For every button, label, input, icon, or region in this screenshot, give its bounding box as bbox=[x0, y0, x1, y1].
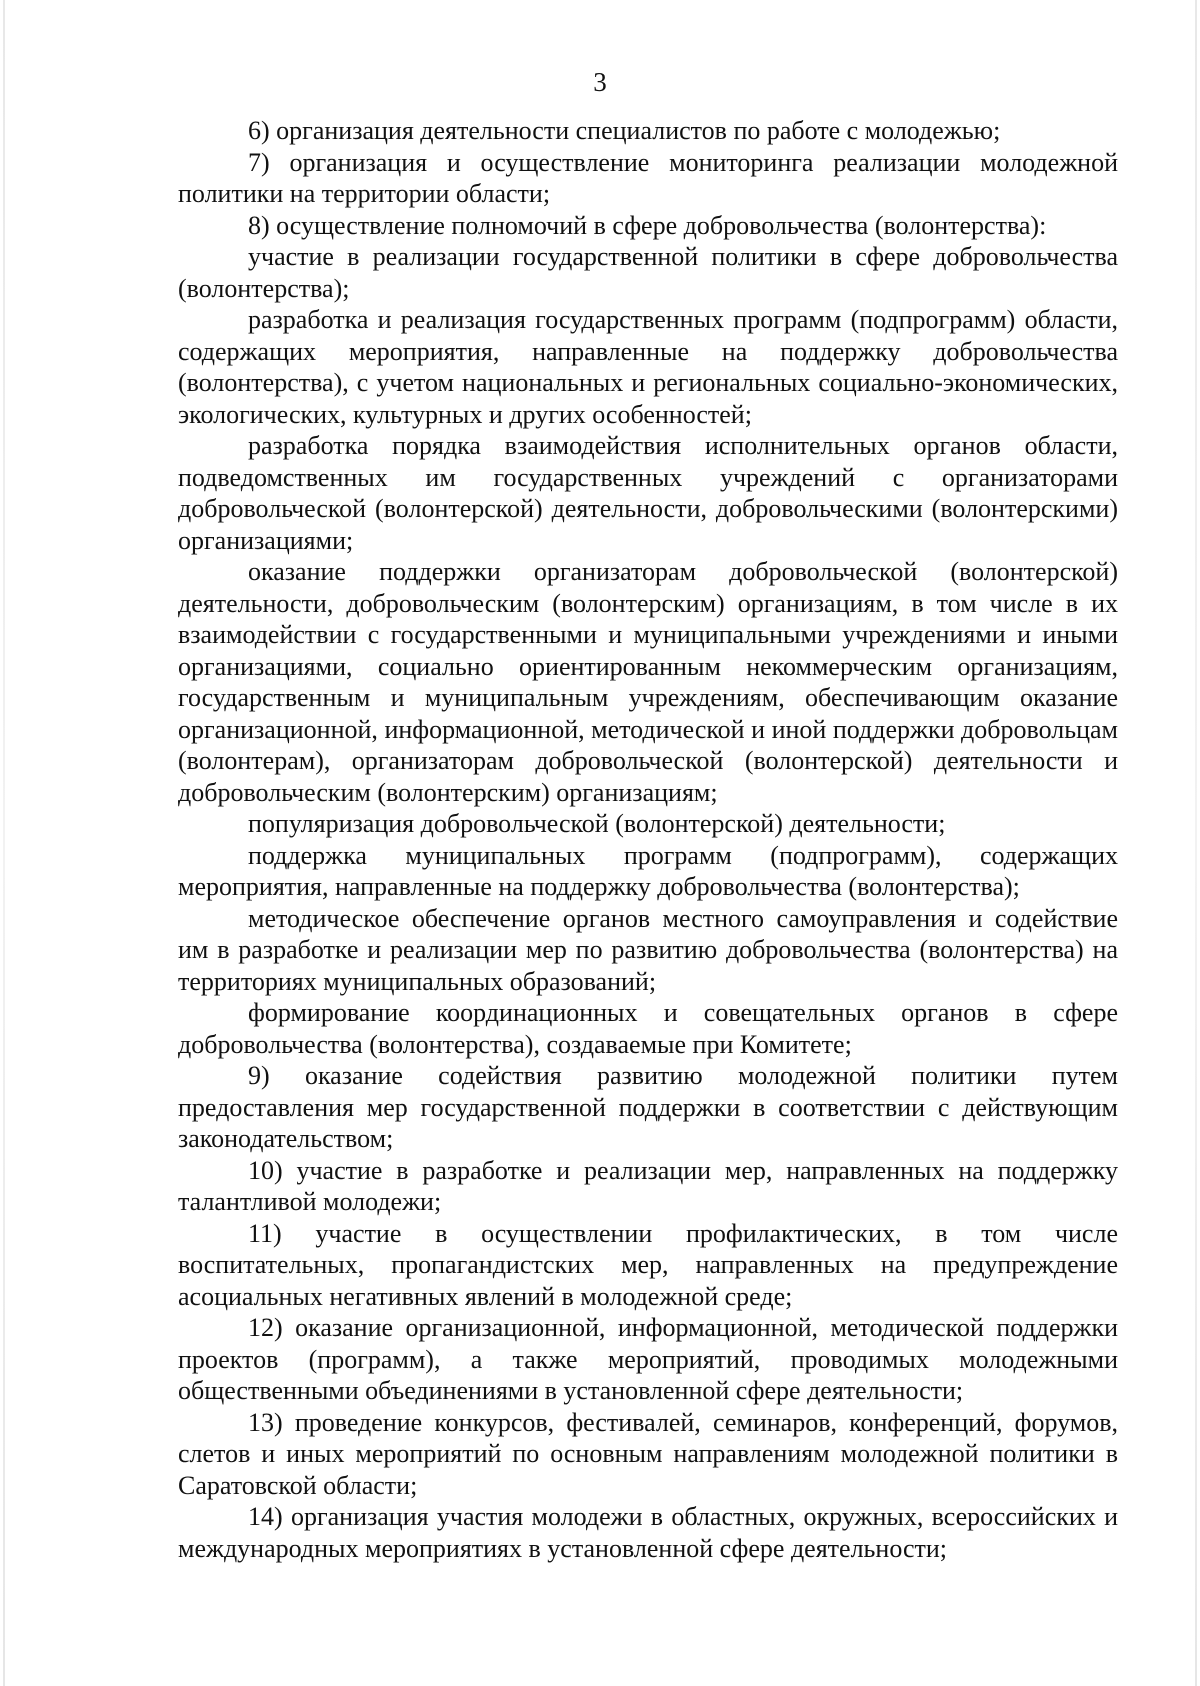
paragraph-methodical-support: методическое обеспечение органов местного самоуправления и содействие им в разработке и реализации мер по развитию добровольчества (волонтерства) на территориях муниципальных образований; bbox=[178, 903, 1118, 996]
paragraph-item-10: 10) участие в разработке и реализации мер, направленных на поддержку талантливой молодежи; bbox=[178, 1155, 1118, 1216]
paragraph-volunteer-popularization: популяризация добровольческой (волонтерской) деятельности; bbox=[248, 809, 946, 838]
paragraph-volunteer-interaction: разработка порядка взаимодействия исполнительных органов области, подведомственных им государственных учреждений с организаторами добровольческой (волонтерской) деятельности, добровольческими (волонтерскими) организациями; bbox=[178, 431, 1118, 555]
page-number: 3 bbox=[593, 67, 607, 97]
paragraph-item-13: 13) проведение конкурсов, фестивалей, семинаров, конференций, форумов, слетов и иных мероприятий по основным направлениям молодежной политики в Саратовской области; bbox=[178, 1407, 1118, 1500]
paragraph-item-12: 12) оказание организационной, информационной, методической поддержки проектов (программ), а также мероприятий, проводимых молодежными общественными объединениями в установленной сфере деятельности; bbox=[178, 1313, 1118, 1405]
paragraph-coordination-bodies: формирование координационных и совещательных органов в сфере добровольчества (волонтерства), создаваемые при Комитете; bbox=[178, 998, 1118, 1059]
scan-edge-left bbox=[3, 0, 5, 1686]
paragraph-municipal-programs: поддержка муниципальных программ (подпрограмм), содержащих мероприятия, направленные на поддержку добровольчества (волонтерства); bbox=[178, 840, 1118, 901]
scan-edge-right bbox=[1195, 0, 1197, 1686]
paragraph-item-14: 14) организация участия молодежи в областных, окружных, всероссийских и международных мероприятиях в установленной сфере деятельности; bbox=[178, 1502, 1118, 1563]
paragraph-item-8: 8) осуществление полномочий в сфере добровольчества (волонтерства): bbox=[248, 210, 1047, 240]
paragraph-volunteer-support: оказание поддержки организаторам добровольческой (волонтерской) деятельности, добровольческим (волонтерским) организациям, в том числе в их взаимодействии с государственными и муниципальными учреждениями и иными организациями, социально ориентированным некоммерческим организациям, государственным и муниципальным учреждениям, обеспечивающим оказание организационной, информационной, методической и иной поддержки добровольцам (волонтерам), организаторам добровольческой (волонтерской) деятельности и добровольческим (волонтерским) организациям; bbox=[178, 557, 1118, 807]
paragraph-item-6: 6) организация деятельности специалистов по работе с молодежью; bbox=[248, 116, 1001, 145]
paragraph-volunteer-programs: разработка и реализация государственных программ (подпрограмм) области, содержащих мероприятия, направленные на поддержку добровольчества (волонтерства), с учетом национальных и региональных социально-экономических, экологических, культурных и других особенностей; bbox=[178, 305, 1118, 429]
paragraph-item-7: 7) организация и осуществление мониторинга реализации молодежной политики на территории области; bbox=[178, 147, 1118, 208]
paragraph-item-9: 9) оказание содействия развитию молодежной политики путем предоставления мер государственной поддержки в соответствии с действующим законодательством; bbox=[178, 1061, 1118, 1153]
paragraph-volunteer-participation: участие в реализации государственной политики в сфере добровольчества (волонтерства); bbox=[178, 242, 1118, 303]
paragraph-item-11: 11) участие в осуществлении профилактических, в том числе воспитательных, пропагандистских мер, направленных на предупреждение асоциальных негативных явлений в молодежной среде; bbox=[178, 1218, 1118, 1311]
document-body bbox=[178, 115, 1118, 1564]
